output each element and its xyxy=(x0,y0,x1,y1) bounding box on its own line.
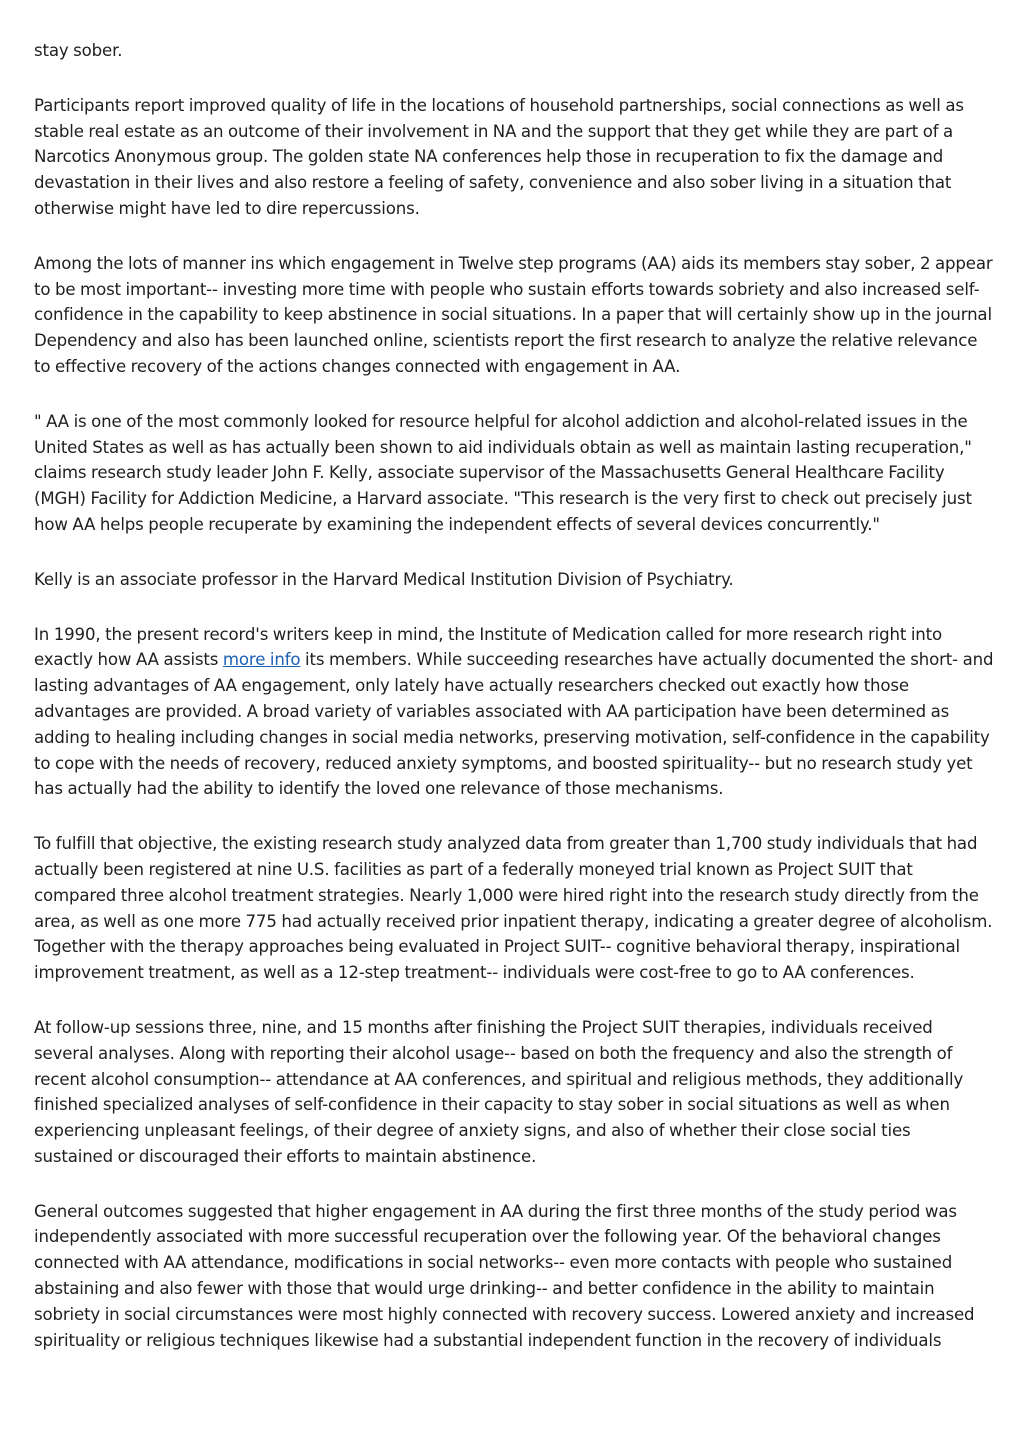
paragraph-follow-up-sessions: At follow-up sessions three, nine, and 15 months after finishing the Project SUIT therapies, individuals received several analyses. Along with reporting their alcohol usage-- based on both the frequency and also the strength of recent alcohol consumption-- attendance at AA conferences, and spiritual and religious methods, they additionally finished specialized analyses of self-confidence in their capacity to stay sober in social situations as well as when experiencing unpleasant feelings, of their degree of anxiety signs, and also of whether their close social ties sustained or discouraged their efforts to maintain abstinence. xyxy=(34,1017,964,1166)
document-body xyxy=(34,38,994,1382)
paragraph-continuation: stay sober. xyxy=(34,41,123,60)
paragraph-project-suit: To fulfill that objective, the existing research study analyzed data from greater than 1,700 study individuals that had actually been registered at nine U.S. facilities as part of a federally moneyed trial known as Project SUIT that compared three alcohol treatment strategies. Nearly 1,000 were hired right into the research study directly from the area, as well as one more 775 had actually received prior inpatient therapy, indicating a greater degree of alcoholism. Together with the therapy approaches being evaluated in Project SUIT-- cognitive behavioral therapy, inspirational improvement treatment, as well as a 12-step treatment-- individuals were cost-free to go to AA conferences. xyxy=(34,834,993,983)
paragraph-kelly-quote: " AA is one of the most commonly looked for resource helpful for alcohol addiction and alcohol-related issues in the United States as well as has actually been shown to aid individuals obtain as well as maintain lasting recuperation," claims research study leader John F. Kelly, associate supervisor of the Massachusetts General Healthcare Facility (MGH) Facility for Addiction Medicine, a Harvard associate. "This research is the very first to check out precisely just how AA helps people recuperate by examining the independent effects of several devices concurrently." xyxy=(34,411,972,534)
paragraph-general-outcomes: General outcomes suggested that higher engagement in AA during the first three months of the study period was independently associated with more successful recuperation over the following year. Of the behavioral changes connected with AA attendance, modifications in social networks-- even more contacts with people who sustained abstaining and also fewer with those that would urge drinking-- and better confidence in the ability to maintain sobriety in social circumstances were most highly connected with recovery success. Lowered anxiety and increased spirituality or religious techniques likewise had a substantial independent function in the recovery of individuals xyxy=(34,1201,975,1350)
paragraph-text-before-link: In 1990, the present record's writers keep in mind, the Institute of Medication called for more research right into exactly how AA assists xyxy=(34,624,943,670)
paragraph-na-participants: Participants report improved quality of life in the locations of household partnerships, social connections as well as stable real estate as an outcome of their involvement in NA and the support that they get while they are part of a Narcotics Anonymous group. The golden state NA conferences help those in recuperation to fix the damage and devastation in their lives and also restore a feeling of safety, convenience and also sober living in a situation that otherwise might have led to dire repercussions. xyxy=(34,95,964,218)
paragraph-kelly-professor: Kelly is an associate professor in the Harvard Medical Institution Division of Psychiatry. xyxy=(34,569,734,589)
paragraph-aa-engagement: Among the lots of manner ins which engagement in Twelve step programs (AA) aids its members stay sober, 2 appear to be most important-- investing more time with people who sustain efforts towards sobriety and also increased self-confidence in the capability to keep abstinence in social situations. In a paper that will certainly show up in the journal Dependency and also has been launched online, scientists report the first research to analyze the relative relevance to effective recovery of the actions changes connected with engagement in AA. xyxy=(34,253,993,376)
paragraph-text-after-link: its members. While succeeding researches have actually documented the short- and lasting advantages of AA engagement, only lately have actually researchers checked out exactly how those advantages are provided. A broad variety of variables associated with AA participation have been determined as adding to healing including changes in social media networks, preserving motivation, self-confidence in the capability to cope with the needs of recovery, reduced anxiety symptoms, and boosted spirituality-- but no research study yet has actually had the ability to identify the loved one relevance of those mechanisms. xyxy=(34,650,994,799)
more-info-link[interactable]: more info xyxy=(222,650,301,670)
paragraph-institute-of-medication xyxy=(34,622,994,803)
